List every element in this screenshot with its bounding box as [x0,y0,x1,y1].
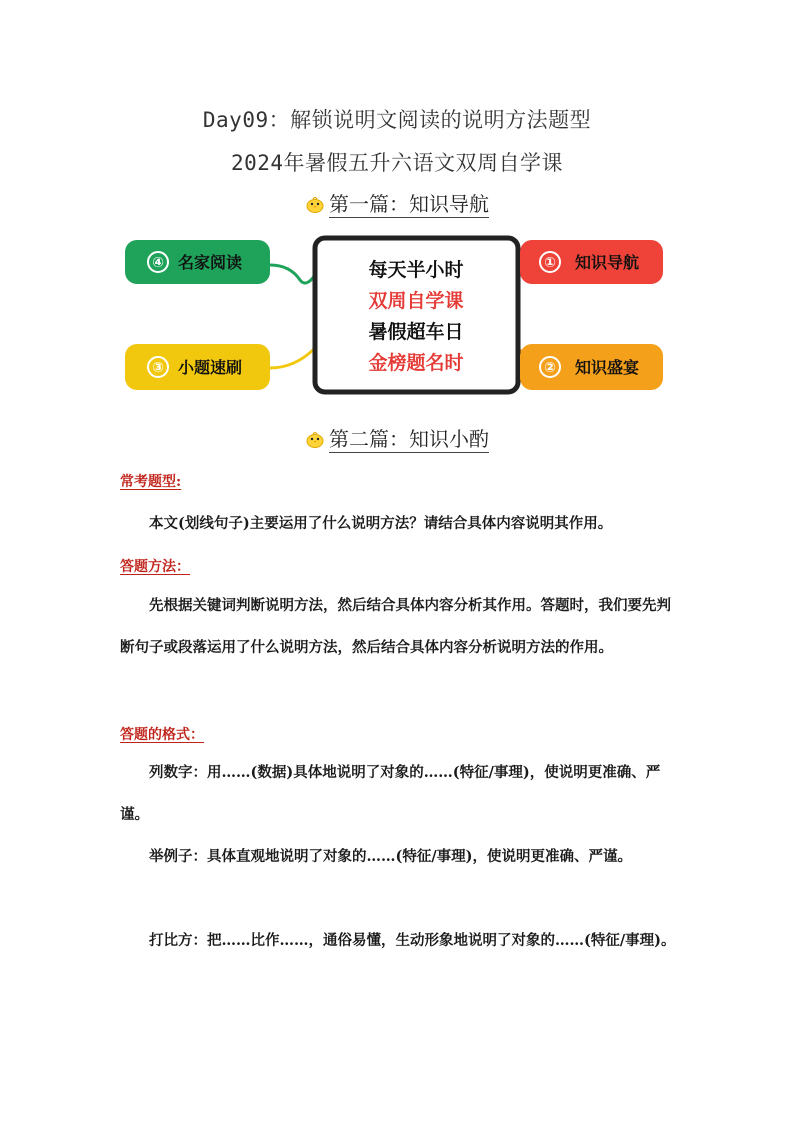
section-heading-first [0,188,794,217]
slogan-line-2: 双周自学课 [368,290,464,312]
slogan-line-3: 暑假超车日 [368,321,464,343]
node-label: 名家阅读 [177,253,243,272]
format-item-metaphor: 打比方：把……比作……，通俗易懂，生动形象地说明了对象的……(特征/事理)。 [149,932,676,949]
format-item-examples: 举例子：具体直观地说明了对象的……(特征/事理)，使说明更准确、严谨。 [149,848,633,865]
method-text: 先根据关键词判断说明方法，然后结合具体内容分析其作用。答题时，我们要先判断句子或段落运用了什么说明方法，然后结合具体内容分析说明方法的作用。 [120,597,671,656]
node-quick-drill [125,344,270,390]
format-item-list-numbers: 列数字：用……(数据)具体地说明了对象的……(特征/事理)，使说明更准确、严谨。 [120,764,661,823]
node-label: 知识导航 [574,253,640,272]
section-heading-second [0,423,794,452]
heading-answer-format: 答题的格式： [120,727,204,743]
node-label: 知识盛宴 [574,358,640,377]
course-mindmap [120,230,670,400]
center-slogan-box [315,238,518,392]
section-heading-text: 第一篇：知识导航 [329,192,489,216]
document-title: Day09：解锁说明文阅读的说明方法题型 [202,108,592,132]
chick-icon [305,195,325,213]
slogan-line-1: 每天半小时 [368,259,464,281]
node-number: ① [544,255,556,271]
heading-answer-method: 答题方法： [120,559,190,575]
node-number: ② [544,360,556,376]
chick-icon [305,430,325,448]
heading-common-question: 常考题型: [120,474,182,490]
node-label: 小题速刷 [177,358,243,377]
node-number: ③ [152,360,164,376]
node-knowledge-nav [520,240,663,284]
document-subtitle: 2024年暑假五升六语文双周自学课 [230,151,564,175]
question-text: 本文(划线句子)主要运用了什么说明方法？请结合具体内容说明其作用。 [149,515,613,532]
slogan-line-4: 金榜题名时 [368,352,464,374]
node-knowledge-feast [520,344,663,390]
section-heading-text: 第二篇：知识小酌 [329,427,489,451]
node-number: ④ [152,255,164,271]
node-famous-reading [125,240,270,284]
